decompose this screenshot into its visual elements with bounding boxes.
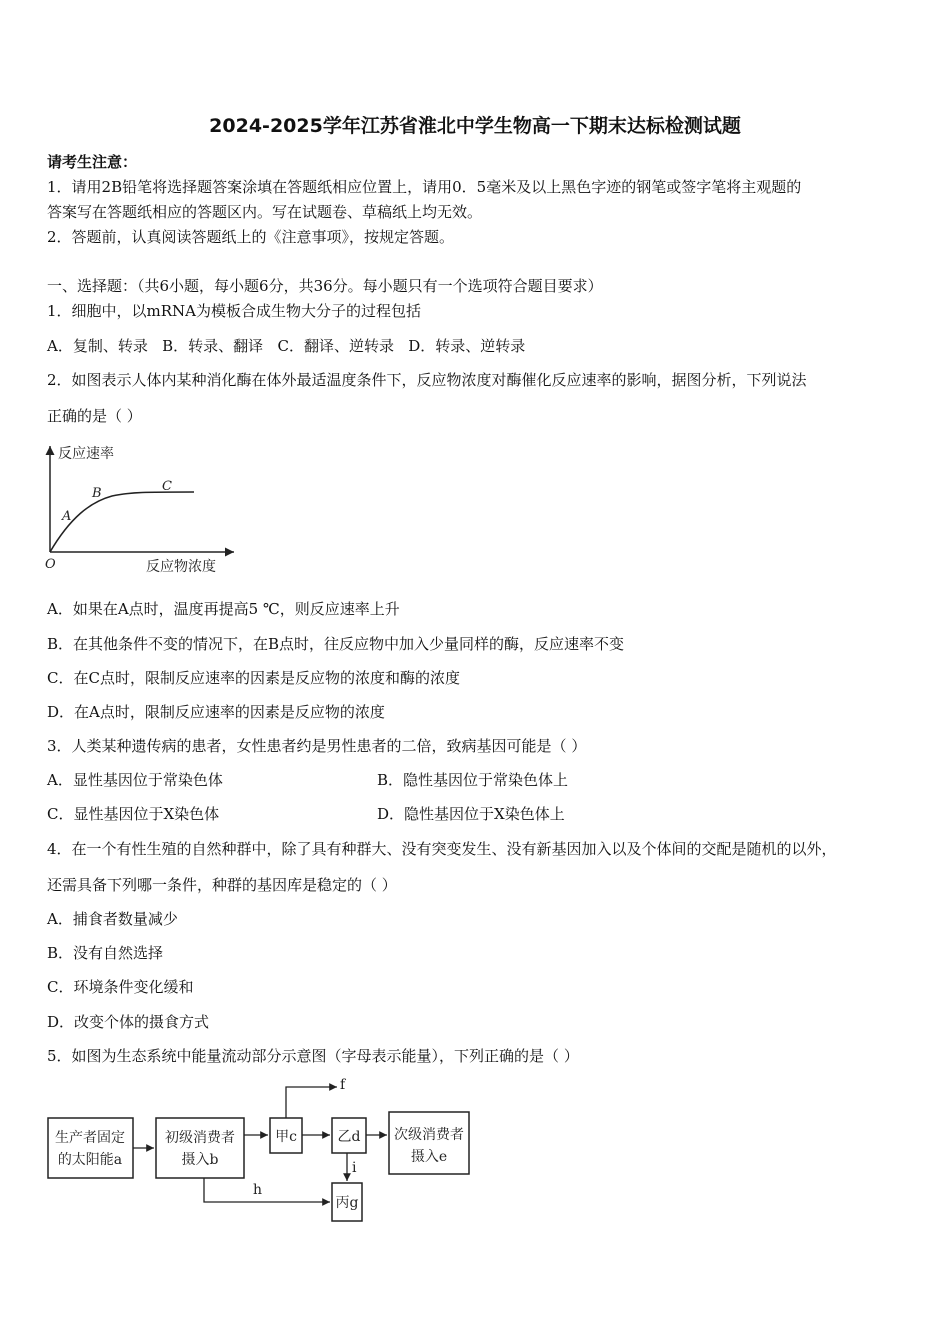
arrow-primary-to-bing [204, 1178, 330, 1202]
q3-stem: 3．人类某种遗传病的患者，女性患者约是男性患者的二倍，致病基因可能是（ ） [47, 737, 587, 755]
q2-point-c: C [162, 479, 172, 494]
q2-point-a: A [62, 509, 72, 524]
q3-option-b: B．隐性基因位于常染色体上 [377, 771, 569, 789]
page-title: 2024-2025学年江苏省淮北中学生物高一下期末达标检测试题 [209, 115, 741, 137]
secondary-label-1: 次级消费者 [394, 1127, 464, 1143]
q4-option-d: D．改变个体的摄食方式 [47, 1013, 210, 1031]
q1-options: A．复制、转录 B．转录、翻译 C．翻译、逆转录 D．转录、逆转录 [47, 337, 526, 355]
bing-label: 丙g [335, 1195, 359, 1211]
jia-label: 甲c [275, 1129, 297, 1145]
q2-option-c: C．在C点时，限制反应速率的因素是反应物的浓度和酶的浓度 [47, 669, 460, 687]
q2-y-label: 反应速率 [58, 446, 114, 462]
primary-label-2: 摄入b [181, 1152, 219, 1168]
q2-origin-label: O [45, 557, 56, 572]
producer-label-2: 的太阳能a [57, 1152, 123, 1168]
arrow-jia-to-f [286, 1087, 337, 1118]
q4-option-b: B．没有自然选择 [47, 944, 164, 962]
q2-stem-a: 2．如图表示人体内某种消化酶在体外最适温度条件下，反应物浓度对酶催化反应速率的影响，据图分析，下列说法 [47, 371, 807, 389]
q2-graph [42, 440, 242, 580]
notice-line-1b: 答案写在答题纸相应的答题区内。写在试题卷、草稿纸上均无效。 [47, 203, 483, 221]
q4-option-c: C．环境条件变化缓和 [47, 978, 194, 996]
q3-option-a: A．显性基因位于常染色体 [47, 771, 223, 789]
q2-x-label: 反应物浓度 [146, 559, 216, 575]
q4-option-a: A．捕食者数量减少 [47, 910, 178, 928]
q3-option-d: D．隐性基因位于X染色体上 [377, 805, 565, 823]
label-h: h [253, 1182, 263, 1198]
q2-point-b: B [92, 486, 102, 501]
q2-rate-curve [50, 492, 194, 552]
q2-stem-b: 正确的是（ ） [47, 407, 142, 425]
q2-option-d: D．在A点时，限制反应速率的因素是反应物的浓度 [47, 703, 385, 721]
notice-line-1a: 1．请用2B铅笔将选择题答案涂填在答题纸相应位置上，请用0．5毫米及以上黑色字迹的钢笔或签字笔将主观题的 [47, 178, 802, 196]
section-heading: 一、选择题：（共6小题，每小题6分，共36分。每小题只有一个选项符合题目要求） [47, 277, 603, 295]
q5-energy-flow-diagram [40, 1076, 480, 1226]
yi-label: 乙d [337, 1129, 361, 1145]
q2-option-a: A．如果在A点时，温度再提高5 ℃，则反应速率上升 [47, 600, 400, 618]
primary-label-1: 初级消费者 [165, 1130, 235, 1146]
primary-consumer-box [156, 1118, 244, 1178]
notice-heading: 请考生注意： [47, 153, 138, 171]
label-i: i [352, 1160, 357, 1176]
q4-stem-b: 还需具备下列哪一条件，种群的基因库是稳定的（ ） [47, 876, 397, 894]
producer-label-1: 生产者固定 [55, 1130, 125, 1146]
label-f: f [340, 1077, 346, 1093]
q4-stem-a: 4．在一个有性生殖的自然种群中，除了具有种群大、没有突变发生、没有新基因加入以及个体间的交配是随机的以外， [47, 840, 837, 858]
secondary-label-2: 摄入e [410, 1149, 448, 1165]
q3-option-c: C．显性基因位于X染色体 [47, 805, 220, 823]
notice-line-2: 2．答题前，认真阅读答题纸上的《注意事项》，按规定答题。 [47, 228, 455, 246]
q1-stem: 1．细胞中，以mRNA为模板合成生物大分子的过程包括 [47, 302, 422, 320]
q2-option-b: B．在其他条件不变的情况下，在B点时，往反应物中加入少量同样的酶，反应速率不变 [47, 635, 625, 653]
producer-box [48, 1118, 133, 1178]
q5-stem: 5．如图为生态系统中能量流动部分示意图（字母表示能量），下列正确的是（ ） [47, 1047, 579, 1065]
